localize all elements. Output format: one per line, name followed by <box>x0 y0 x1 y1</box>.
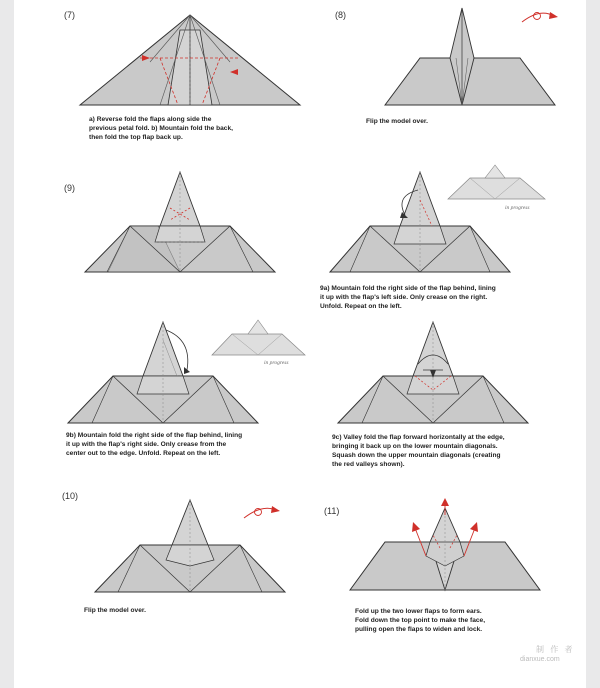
caption-line: 9b) Mountain fold the right side of the flap behind, lining <box>66 432 243 439</box>
caption-line: previous petal fold. b) Mountain fold the back, <box>89 125 233 132</box>
watermark: 制 作 者 <box>536 645 575 654</box>
caption-line: Fold down the top point to make the face, <box>355 617 486 624</box>
caption-line: 9c) Valley fold the flap forward horizontally at the edge, <box>332 434 505 441</box>
caption-line: the red valleys shown). <box>332 461 405 468</box>
caption-line: center out to the edge. Unfold. Repeat on the left. <box>66 450 221 457</box>
caption-line: Flip the model over. <box>366 118 428 125</box>
step-caption <box>66 431 242 458</box>
caption-line: Unfold. Repeat on the left. <box>320 303 402 310</box>
step-caption <box>89 115 233 142</box>
step-caption <box>366 117 428 126</box>
caption-line: 9a) Mountain fold the right side of the flap behind, lining <box>320 285 496 292</box>
caption-line: bringing it back up on the lower mountain diagonals. <box>332 443 498 450</box>
caption-line: then fold the top flap back up. <box>89 134 183 141</box>
step-number: (7) <box>64 10 75 20</box>
step-caption <box>84 606 146 615</box>
caption-line: Fold up the two lower flaps to form ears. <box>355 608 482 615</box>
watermark: dianxue.com <box>520 656 560 663</box>
step-number: (8) <box>335 10 346 20</box>
step-number: (10) <box>62 491 79 501</box>
caption-line: Flip the model over. <box>84 607 146 614</box>
in-progress-label: in progress <box>505 205 530 211</box>
in-progress-label: in progress <box>264 360 289 366</box>
caption-line: it up with the flap's left side. Only crease on the right. <box>320 294 488 301</box>
step-number: (9) <box>64 183 75 193</box>
step-caption <box>355 607 485 634</box>
caption-line: a) Reverse fold the flaps along side the <box>89 116 212 123</box>
step-number: (11) <box>324 506 340 516</box>
caption-line: Squash down the upper mountain diagonals (creating <box>332 452 501 459</box>
step-caption <box>320 284 496 311</box>
caption-line: it up with the flap's right side. Only crease from the <box>66 441 227 448</box>
caption-line: pulling open the flaps to widen and lock. <box>355 626 483 633</box>
step-caption <box>332 433 505 469</box>
